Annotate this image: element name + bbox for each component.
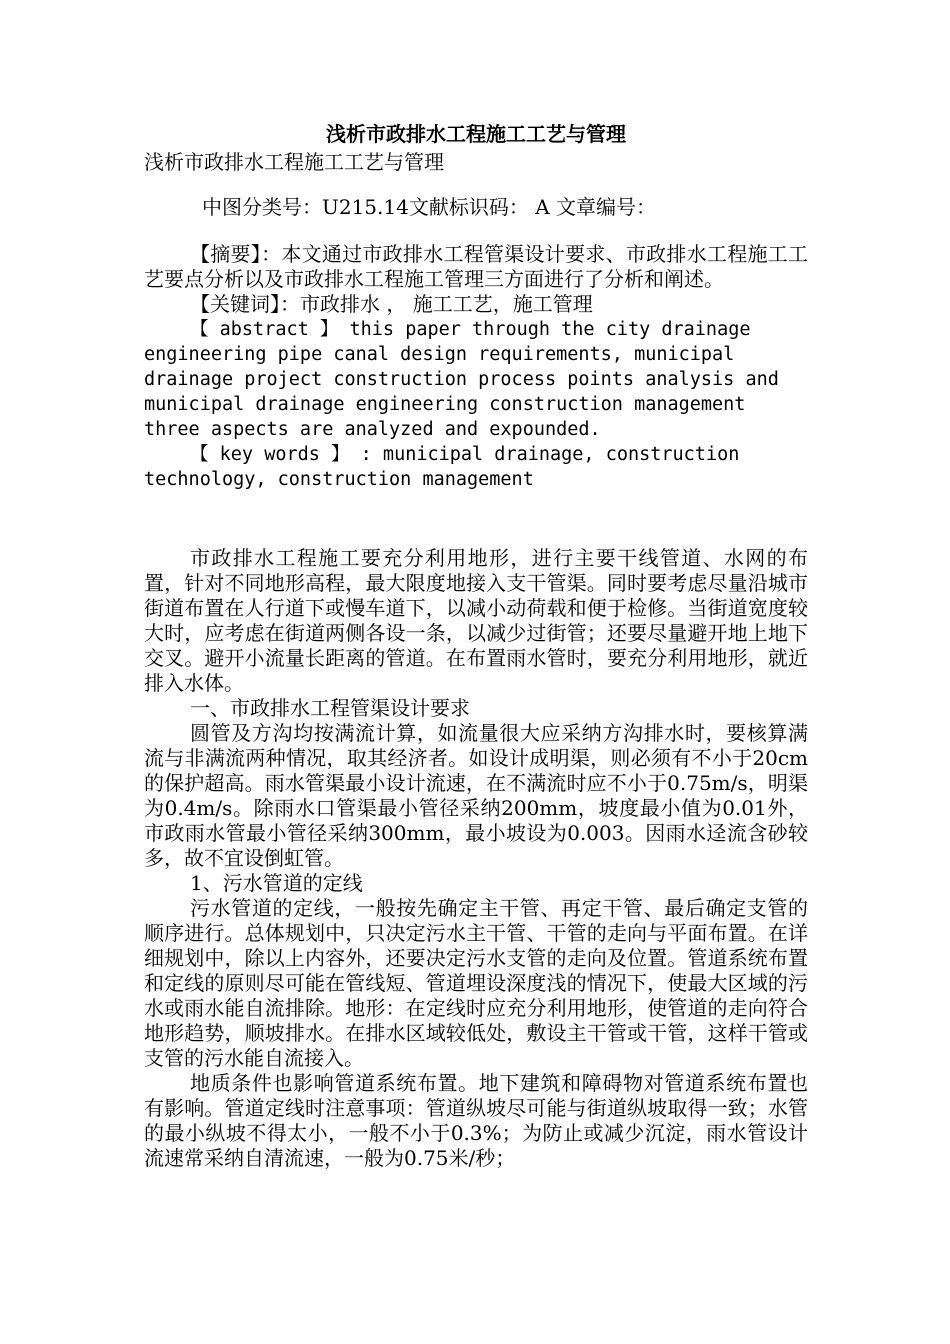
keywords-cn: 【关键词】：市政排水 ， 施工工艺，施工管理: [190, 292, 593, 316]
abstract-cn: 【摘要】：本文通过市政排水工程管渠设计要求、市政排水工程施工工艺要点分析以及市政排水工程施工管理三方面进行了分析和阐述。: [144, 242, 808, 291]
document-subtitle: 浅析市政排水工程施工工艺与管理: [144, 150, 444, 174]
body-paragraph: 污水管道的定线，一般按先确定主干管、再定干管、最后确定支管的顺序进行。总体规划中，只决定污水主干管、干管的走向与平面布置。在详细规划中，除以上内容外，还要决定污水支管的走向及位置。管道系统布置和定线的原则尽可能在管线短、管道埋设深度浅的情况下，使最大区域的污水或雨水能自流排除。地形：在定线时应充分利用地形，使管道的走向符合地形趋势，顺坡排水。在排水区域较低处，敷设主干管或干管，这样干管或支管的污水能自流接入。: [144, 896, 808, 1070]
document-title: 浅析市政排水工程施工工艺与管理: [326, 122, 626, 146]
section-heading: 一、市政排水工程管渠设计要求: [190, 696, 470, 720]
body-paragraph: 市政排水工程施工要充分利用地形，进行主要干线管道、水网的布置，针对不同地形高程，最大限度地接入支干管渠。同时要考虑尽量沿城市街道布置在人行道下或慢车道下，以减小动荷载和便于检修。当街道宽度较大时，应考虑在街道两侧各设一条，以减少过街管；还要尽量避开地上地下交叉。避开小流量长距离的管道。在布置雨水管时，要充分利用地形，就近排入水体。: [144, 546, 808, 695]
body-paragraph: 地质条件也影响管道系统布置。地下建筑和障碍物对管道系统布置也有影响。管道定线时注意事项：管道纵坡尽可能与街道纵坡取得一致；水管的最小纵坡不得太小，一般不小于0.3%；为防止或减少沉淀，雨水管设计流速常采纳自清流速，一般为0.75米/秒；: [144, 1071, 808, 1170]
subsection-heading: 1、污水管道的定线: [190, 871, 363, 895]
abstract-en: 【 abstract 】 this paper through the city drainage engineering pipe canal design requirements, municipal drainage project construction process points analysis and municipal drainage engineering construction management three aspects are analyzed and expounded.: [144, 319, 779, 440]
classification-line: 中图分类号：U215.14文献标识码： A 文章编号：: [202, 195, 656, 219]
keywords-en: 【 key words 】 : municipal drainage, construction technology, construction management: [144, 444, 740, 490]
body-paragraph: 圆管及方沟均按满流计算，如流量很大应采纳方沟排水时，要核算满流与非满流两种情况，取其经济者。如设计成明渠，则必须有不小于20cm的保护超高。雨水管渠最小设计流速，在不满流时应不小于0.75m/s，明渠为0.4m/s。除雨水口管渠最小管径采纳200mm，坡度最小值为0.01外，市政雨水管最小管径采纳300mm，最小坡设为0.003。因雨水迳流含砂较多，故不宜设倒虹管。: [144, 721, 808, 870]
document-page: [144, 118, 808, 1171]
